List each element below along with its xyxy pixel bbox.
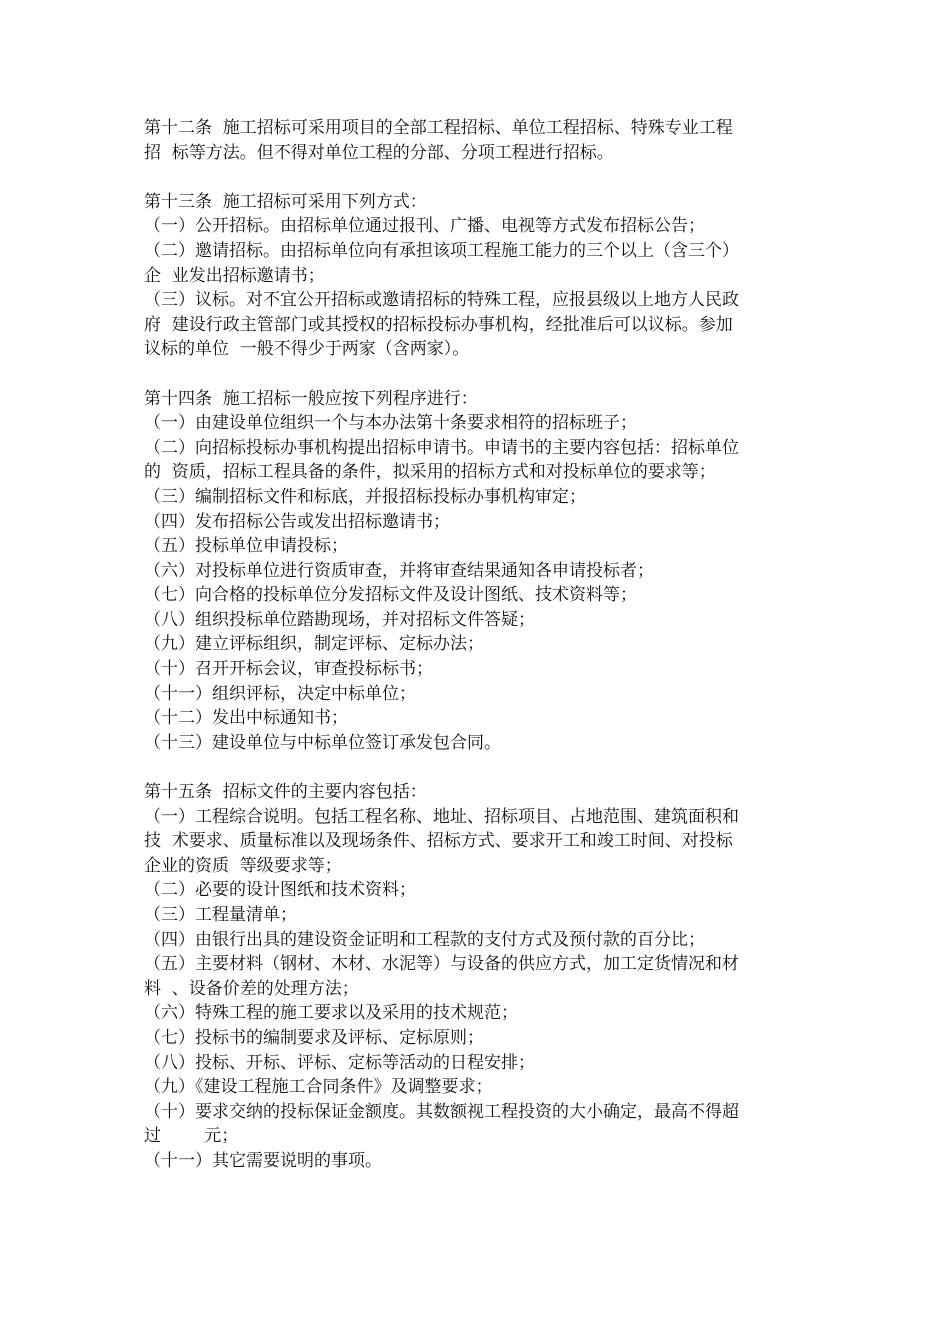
text-line: （九）《建设工程施工合同条件》及调整要求；: [144, 1077, 493, 1098]
text-line: 议标的单位 一般不得少于两家（含两家）。: [144, 339, 470, 360]
text-line: （五）主要材料（钢材、木材、水泥等）与设备的供应方式，加工定货情况和材: [144, 954, 739, 975]
text-line: 的 资质，招标工程具备的条件，拟采用的招标方式和对投标单位的要求等；: [144, 462, 716, 483]
text-line: （三）编制招标文件和标底，并报招标投标办事机构审定；: [144, 486, 586, 507]
article-12: [144, 116, 816, 165]
text-line: （十一）其它需要说明的事项。: [144, 1150, 382, 1171]
article-15: [144, 780, 816, 1174]
text-line: 府 建设行政主管部门或其授权的招标投标办事机构，经批准后可以议标。参加: [144, 314, 733, 335]
text-line: （一）公开招标。由招标单位通过报刊、广播、电视等方式发布招标公告；: [144, 216, 705, 237]
text-line: （十）召开开标会议，审查投标标书；: [144, 659, 433, 680]
text-line: 企 业发出招标邀请书；: [144, 265, 325, 286]
text-line: （十三）建设单位与中标单位签订承发包合同。: [144, 732, 501, 753]
text-line: （七）投标书的编制要求及评标、定标原则；: [144, 1027, 484, 1048]
text-line: 过 元；: [144, 1126, 239, 1147]
text-line: （八）组织投标单位踏勘现场，并对招标文件答疑；: [144, 609, 535, 630]
text-line: （四）由银行出具的建设资金证明和工程款的支付方式及预付款的百分比；: [144, 929, 705, 950]
text-line: （五）投标单位申请投标；: [144, 536, 348, 557]
text-line: 第十四条 施工招标一般应按下列程序进行：: [144, 388, 478, 409]
text-line: （二）邀请招标。由招标单位向有承担该项工程施工能力的三个以上（含三个）: [144, 240, 739, 261]
text-line: 料 、设备价差的处理方法；: [144, 978, 359, 999]
text-line: （九）建立评标组织，制定评标、定标办法；: [144, 634, 484, 655]
text-line: （八）投标、开标、评标、定标等活动的日程安排；: [144, 1052, 535, 1073]
text-line: （六）对投标单位进行资质审查，并将审查结果通知各申请投标者；: [144, 560, 654, 581]
text-line: 技 术要求、质量标准以及现场条件、招标方式、要求开工和竣工时间、对投标: [144, 831, 733, 852]
text-line: （一）工程综合说明。包括工程名称、地址、招标项目、占地范围、建筑面积和: [144, 806, 739, 827]
text-line: （七）向合格的投标单位分发招标文件及设计图纸、技术资料等；: [144, 585, 637, 606]
text-line: （二）必要的设计图纸和技术资料；: [144, 880, 416, 901]
text-line: （四）发布招标公告或发出招标邀请书；: [144, 511, 450, 532]
text-line: （三）议标。对不宜公开招标或邀请招标的特殊工程，应报县级以上地方人民政: [144, 290, 739, 311]
document-page: [144, 116, 816, 1198]
text-line: 企业的资质 等级要求等；: [144, 855, 342, 876]
text-line: 第十二条 施工招标可采用项目的全部工程招标、单位工程招标、特殊专业工程: [144, 118, 733, 138]
text-line: （十二）发出中标通知书；: [144, 708, 348, 729]
text-line: （十一）组织评标，决定中标单位；: [144, 683, 416, 704]
article-13: [144, 190, 816, 362]
text-line: （一）由建设单位组织一个与本办法第十条要求相符的招标班子；: [144, 413, 637, 434]
text-line: （六）特殊工程的施工要求以及采用的技术规范；: [144, 1003, 518, 1024]
text-line: 招 标等方法。但不得对单位工程的分部、分项工程进行招标。: [144, 142, 614, 163]
text-line: 第十五条 招标文件的主要内容包括：: [144, 782, 427, 803]
text-line: （三）工程量清单；: [144, 905, 297, 925]
text-line: （十）要求交纳的投标保证金额度。其数额视工程投资的大小确定，最高不得超: [144, 1101, 739, 1122]
article-14: [144, 387, 816, 756]
text-line: 第十三条 施工招标可采用下列方式：: [144, 191, 427, 212]
text-line: （二）向招标投标办事机构提出招标申请书。申请书的主要内容包括：招标单位: [144, 437, 739, 458]
